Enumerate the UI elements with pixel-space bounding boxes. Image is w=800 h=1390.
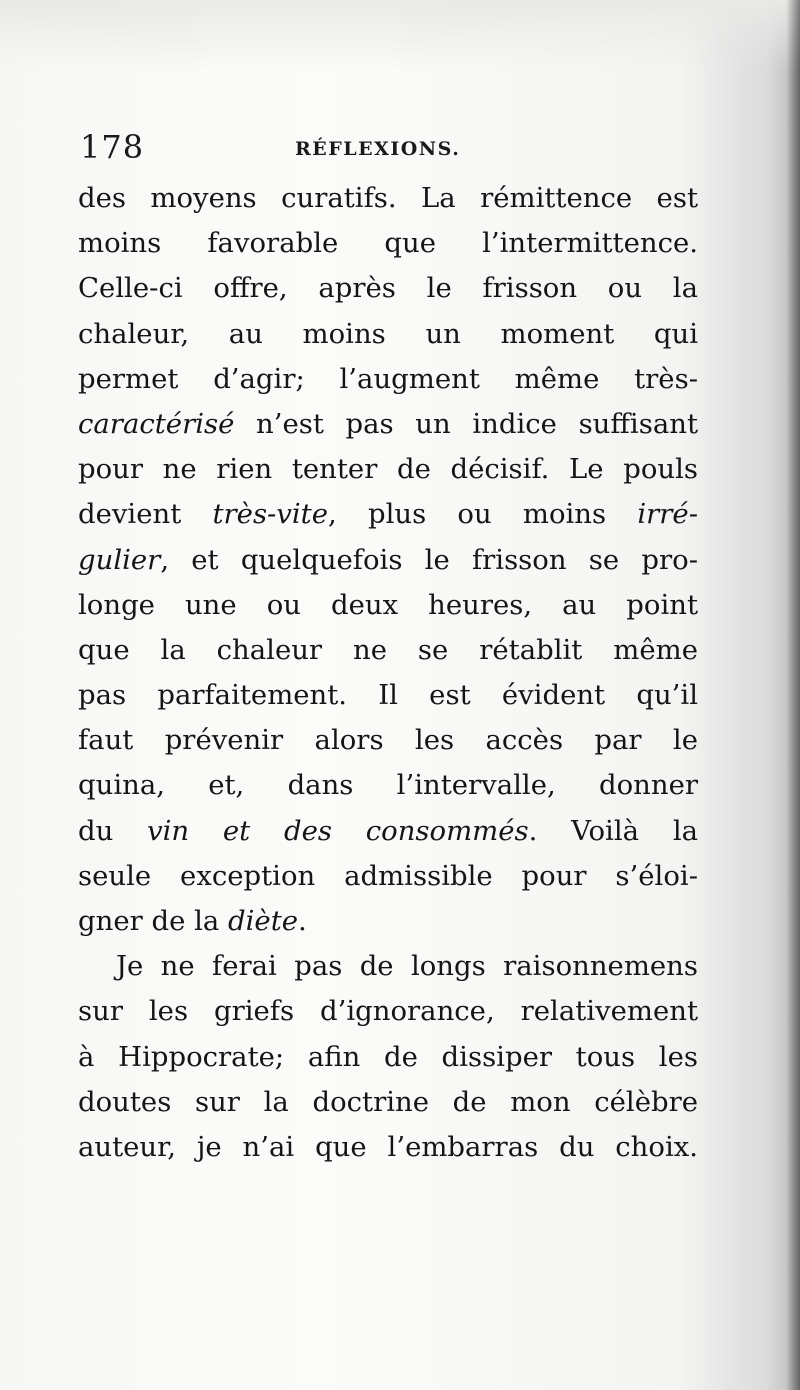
page-number: 178: [80, 128, 145, 166]
body-text: [78, 176, 698, 1170]
text-line: Je ne ferai pas de longs raisonnemens: [116, 950, 698, 983]
text-line: moins favorable que l’intermittence.: [78, 227, 698, 260]
italic-term: caractérisé: [78, 407, 235, 440]
italic-term: très-vite: [212, 498, 329, 531]
text-fragment: , et quelquefois le frisson se pro-: [160, 543, 698, 576]
running-head: [80, 128, 700, 168]
text-line: permet d’agir; l’augment même très-: [78, 362, 698, 395]
text-line: des moyens curatifs. La rémittence est: [78, 182, 698, 214]
text-line: seule exception admissible pour s’éloi-: [78, 859, 698, 892]
text-fragment: n’est pas un indice suffisant: [234, 407, 698, 440]
running-title: RÉFLEXIONS.: [295, 138, 461, 160]
text-line: chaleur, au moins un moment qui: [78, 317, 698, 350]
text-line: faut prévenir alors les accès par le: [78, 724, 698, 757]
italic-term: diète: [228, 905, 299, 937]
text-fragment: , plus ou moins: [328, 498, 638, 531]
paragraph-2: [78, 944, 698, 1170]
page-top-shadow: [0, 0, 800, 70]
text-line: pas parfaitement. Il est évident qu’il: [78, 679, 698, 712]
text-line: auteur, je n’ai que l’embarras du choix.: [78, 1130, 698, 1163]
text-line: doutes sur la doctrine de mon célèbre: [78, 1085, 698, 1118]
text-line: [78, 402, 698, 447]
text-line: [78, 899, 698, 944]
text-line: sur les griefs d’ignorance, relativement: [78, 995, 698, 1028]
paragraph-1: [78, 176, 698, 944]
text-line: [78, 492, 698, 537]
text-fragment: devient: [78, 498, 213, 531]
text-line: [78, 809, 698, 854]
text-line: que la chaleur ne se rétablit même: [78, 633, 698, 666]
text-line: Celle-ci offre, après le frisson ou la: [78, 272, 698, 305]
text-fragment: gner de la: [78, 905, 229, 937]
page-binding-edge: [786, 0, 800, 1390]
text-line: quina, et, dans l’intervalle, donner: [78, 769, 698, 802]
text-line: [78, 538, 698, 583]
text-line: longe une ou deux heures, au point: [78, 588, 698, 621]
italic-term: gulier: [78, 543, 161, 576]
text-fragment: . Voilà la: [528, 814, 699, 847]
text-fragment: .: [298, 905, 307, 937]
italic-term: irré-: [637, 498, 698, 531]
text-fragment: du: [78, 814, 148, 847]
text-line: à Hippocrate; afin de dissiper tous les: [78, 1040, 698, 1073]
italic-term: vin et des consommés: [147, 814, 529, 847]
text-line: pour ne rien tenter de décisif. Le pouls: [78, 453, 698, 486]
